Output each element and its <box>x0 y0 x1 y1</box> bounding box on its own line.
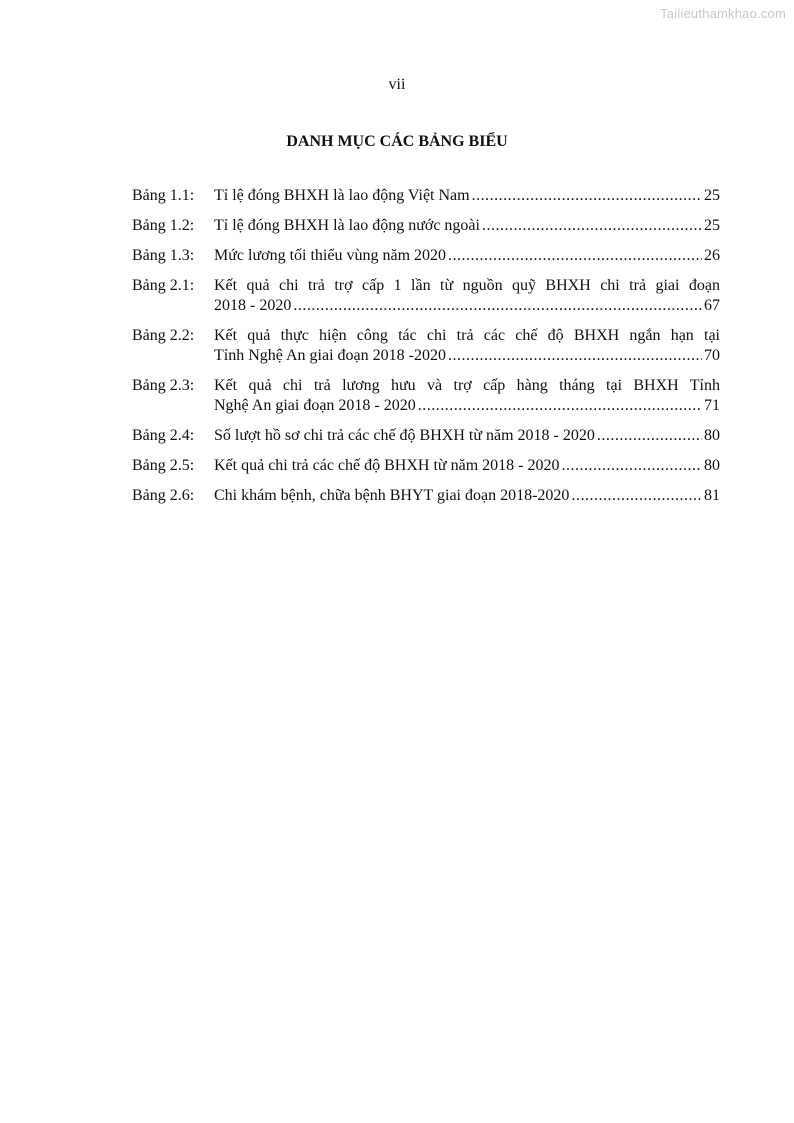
toc-entry-title-line2: Nghệ An giai đoạn 2018 - 2020 <box>214 397 416 414</box>
toc-entry[interactable] <box>132 246 720 266</box>
table-of-tables <box>132 186 720 516</box>
toc-entry-page: 70 <box>704 347 720 364</box>
toc-entry-title-line2: Tỉnh Nghệ An giai đoạn 2018 -2020 <box>214 347 446 364</box>
toc-entry-label: Bảng 2.6: <box>132 487 195 504</box>
toc-entry-label: Bảng 1.1: <box>132 187 195 204</box>
toc-entry-title: Tỉ lệ đóng BHXH là lao động nước ngoài <box>214 217 480 234</box>
toc-entry-title: Chi khám bệnh, chữa bệnh BHYT giai đoạn 2018-2020 <box>214 487 570 504</box>
dot-leader <box>418 396 702 416</box>
toc-entry-title-line1: Kết quả chi trả trợ cấp 1 lần từ nguồn quỹ BHXH chi trả giai đoạn <box>214 277 720 294</box>
toc-entry[interactable] <box>132 216 720 236</box>
toc-entry-title: Tỉ lệ đóng BHXH là lao động Việt Nam <box>214 187 470 204</box>
toc-entry-label: Bảng 2.4: <box>132 427 195 444</box>
toc-entry-label: Bảng 2.1: <box>132 277 195 294</box>
toc-entry-label: Bảng 2.2: <box>132 327 195 344</box>
toc-entry-label: Bảng 2.3: <box>132 377 195 394</box>
page-number: vii <box>388 76 406 93</box>
toc-entry[interactable] <box>132 326 720 366</box>
dot-leader <box>571 486 702 506</box>
toc-entry-label: Bảng 1.2: <box>132 217 195 234</box>
toc-entry[interactable] <box>132 456 720 476</box>
toc-entry-title-line2: 2018 - 2020 <box>214 297 292 314</box>
toc-entry[interactable] <box>132 186 720 206</box>
toc-entry-page: 80 <box>704 457 720 474</box>
dot-leader <box>448 346 702 366</box>
toc-entry[interactable] <box>132 426 720 446</box>
toc-entry-page: 67 <box>704 297 720 314</box>
toc-entry-title: Số lượt hồ sơ chi trả các chế độ BHXH từ năm 2018 - 2020 <box>214 427 595 444</box>
toc-entry[interactable] <box>132 376 720 416</box>
watermark-text: Tailieuthamkhao.com <box>660 6 786 21</box>
toc-entry-page: 71 <box>704 397 720 414</box>
toc-entry-title: Mức lương tối thiểu vùng năm 2020 <box>214 247 447 264</box>
toc-entry-label: Bảng 2.5: <box>132 457 195 474</box>
toc-entry-page: 26 <box>704 247 720 264</box>
toc-entry-page: 80 <box>704 427 720 444</box>
page-title: DANH MỤC CÁC BẢNG BIỂU <box>286 133 508 150</box>
dot-leader <box>293 296 702 316</box>
toc-entry-label: Bảng 1.3: <box>132 247 195 264</box>
toc-entry[interactable] <box>132 486 720 506</box>
toc-entry-title: Kết quả chi trả các chế độ BHXH từ năm 2018 - 2020 <box>214 457 560 474</box>
toc-entry[interactable] <box>132 276 720 316</box>
dot-leader <box>597 426 702 446</box>
toc-entry-title-line1: Kết quả thực hiện công tác chi trả các chế độ BHXH ngắn hạn tại <box>214 327 720 344</box>
dot-leader <box>448 246 702 266</box>
toc-entry-page: 81 <box>704 487 720 504</box>
toc-entry-page: 25 <box>704 217 720 234</box>
toc-entry-page: 25 <box>704 187 720 204</box>
toc-entry-title-line1: Kết quả chi trả lương hưu và trợ cấp hàng tháng tại BHXH Tỉnh <box>214 377 720 394</box>
dot-leader <box>482 216 702 236</box>
dot-leader <box>472 186 702 206</box>
dot-leader <box>561 456 702 476</box>
